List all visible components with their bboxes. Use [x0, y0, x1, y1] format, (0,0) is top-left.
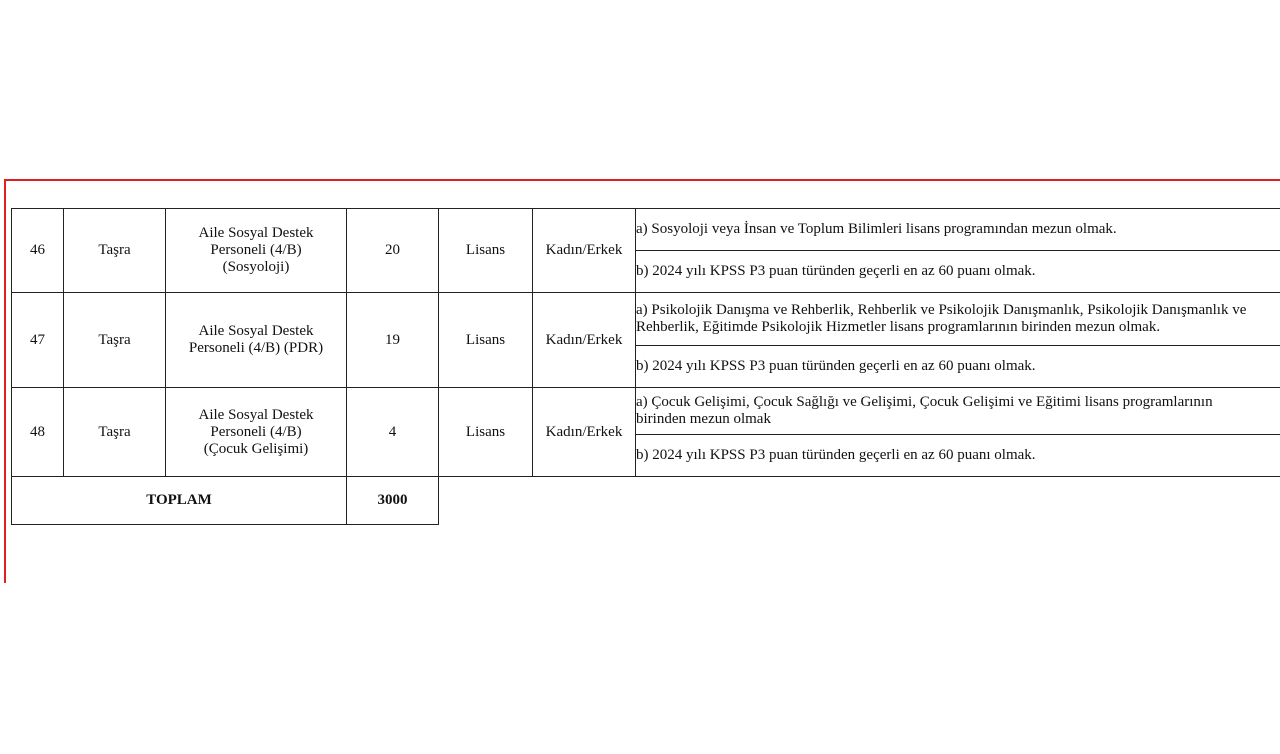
requirement-cell — [636, 388, 1280, 435]
row-number: 48 — [12, 388, 64, 477]
requirement-cell: a) Sosyoloji veya İnsan ve Toplum Bilimleri lisans programından mezun olmak. — [636, 209, 1280, 251]
requirement-text: a) Çocuk Gelişimi, Çocuk Sağlığı ve Gelişimi, Çocuk Gelişimi ve Eğitimi lisans programlarının birinden mezun olmak — [636, 394, 1213, 427]
total-value: 3000 — [347, 477, 439, 525]
location-cell: Taşra — [64, 209, 166, 293]
gender-cell: Kadın/Erkek — [533, 209, 636, 293]
requirement-cell: a) Psikolojik Danışma ve Rehberlik, Rehberlik ve Psikolojik Danışmanlık, Psikolojik Danışmanlık ve Rehberlik, Eğitimde Psikolojik Hizmetler lisans programlarının birinden mezun olmak. — [636, 293, 1280, 346]
education-cell: Lisans — [439, 293, 533, 388]
quota-table-container — [11, 208, 1280, 538]
count-cell: 20 — [347, 209, 439, 293]
count-cell: 4 — [347, 388, 439, 477]
total-row — [12, 477, 1280, 525]
requirement-cell: b) 2024 yılı KPSS P3 puan türünden geçerli en az 60 puanı olmak. — [636, 435, 1280, 477]
quota-table — [11, 208, 1280, 525]
position-line: Personeli (4/B) — [210, 242, 302, 258]
row-number: 46 — [12, 209, 64, 293]
table-row — [12, 209, 1280, 251]
location-cell: Taşra — [64, 293, 166, 388]
position-line: (Çocuk Gelişimi) — [203, 440, 309, 457]
position-line: Personeli (4/B) — [210, 423, 302, 440]
location-cell: Taşra — [64, 388, 166, 477]
table-row — [12, 293, 1280, 346]
count-cell: 19 — [347, 293, 439, 388]
row-number: 47 — [12, 293, 64, 388]
education-cell: Lisans — [439, 209, 533, 293]
position-line: Aile Sosyal Destek — [198, 323, 314, 339]
table-row — [12, 388, 1280, 435]
gender-cell: Kadın/Erkek — [533, 388, 636, 477]
total-blank — [439, 477, 1280, 525]
requirement-cell: b) 2024 yılı KPSS P3 puan türünden geçerli en az 60 puanı olmak. — [636, 251, 1280, 293]
education-cell: Lisans — [439, 388, 533, 477]
position-line: (Sosyoloji) — [222, 259, 290, 275]
gender-cell: Kadın/Erkek — [533, 293, 636, 388]
position-cell — [166, 293, 347, 388]
position-cell — [166, 388, 347, 477]
position-line: Aile Sosyal Destek — [198, 406, 314, 423]
requirement-cell: b) 2024 yılı KPSS P3 puan türünden geçerli en az 60 puanı olmak. — [636, 346, 1280, 388]
total-label: TOPLAM — [12, 477, 347, 525]
position-cell — [166, 209, 347, 293]
position-line: Aile Sosyal Destek — [198, 225, 314, 241]
position-line: Personeli (4/B) (PDR) — [188, 340, 324, 356]
